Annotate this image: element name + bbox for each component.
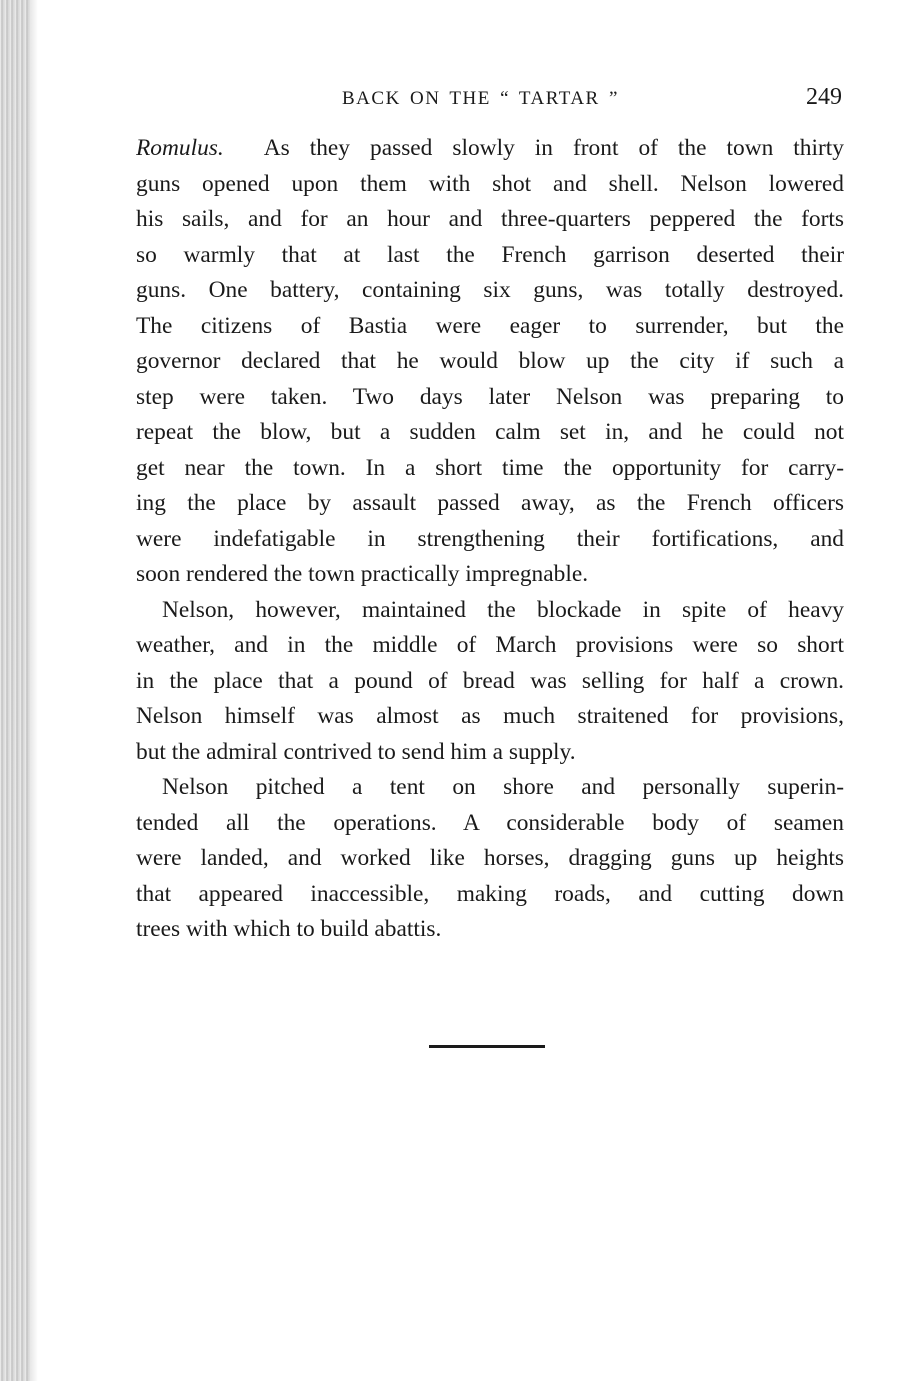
page-number: 249 [806,84,842,110]
chapter-end-rule [429,1045,545,1048]
text-line: repeat the blow, but a sudden calm set in, and he could not [136,419,844,445]
paragraph-3 [136,770,844,948]
text-line: ing the place by assault passed away, as the French officers [136,490,844,516]
text-line: but the admiral contrived to send him a supply. [136,738,576,765]
text-line: step were taken. Two days later Nelson was preparing to [136,383,844,410]
text-line: The citizens of Bastia were eager to surrender, but the [136,312,844,339]
body-text [136,131,844,948]
text-line: trees with which to build abattis. [136,916,442,942]
text-line: guns opened upon them with shot and shell. Nelson lowered [136,170,844,197]
text-line: Nelson pitched a tent on shore and personally superin- [162,774,844,800]
text-line: weather, and in the middle of March provisions were so short [136,632,844,658]
text-line: soon rendered the town practically impregnable. [136,561,589,587]
text-line: so warmly that at last the French garrison deserted their [136,241,844,268]
text-line: that appeared inaccessible, making roads, and cutting down [136,880,844,907]
paragraph-1 [136,131,844,593]
line-text: As they passed slowly in front of the town thirty [263,135,844,161]
text-line: guns. One battery, containing six guns, was totally destroyed. [136,277,844,303]
paragraph-2 [136,593,844,771]
text-line: governor declared that he would blow up the city if such a [136,348,844,374]
text-line: get near the town. In a short time the opportunity for carry- [136,454,844,481]
text-line: Nelson, however, maintained the blockade in spite of heavy [162,596,844,623]
text-line [136,131,844,167]
binding-edge [0,0,30,1381]
ship-name: Romulus. [136,135,224,161]
text-line: were landed, and worked like horses, dragging guns up heights [136,845,844,871]
text-line: in the place that a pound of bread was selling for half a crown. [136,667,844,694]
text-line: were indefatigable in strengthening their fortifications, and [136,525,844,552]
binding-shadow [30,0,38,1381]
text-line: Nelson himself was almost as much straitened for provisions, [136,703,844,729]
running-head [136,84,844,114]
running-title: BACK ON THE “ TARTAR ” [342,88,619,109]
text-line: his sails, and for an hour and three-quarters peppered the forts [136,206,844,232]
text-line: tended all the operations. A considerable body of seamen [136,809,844,836]
